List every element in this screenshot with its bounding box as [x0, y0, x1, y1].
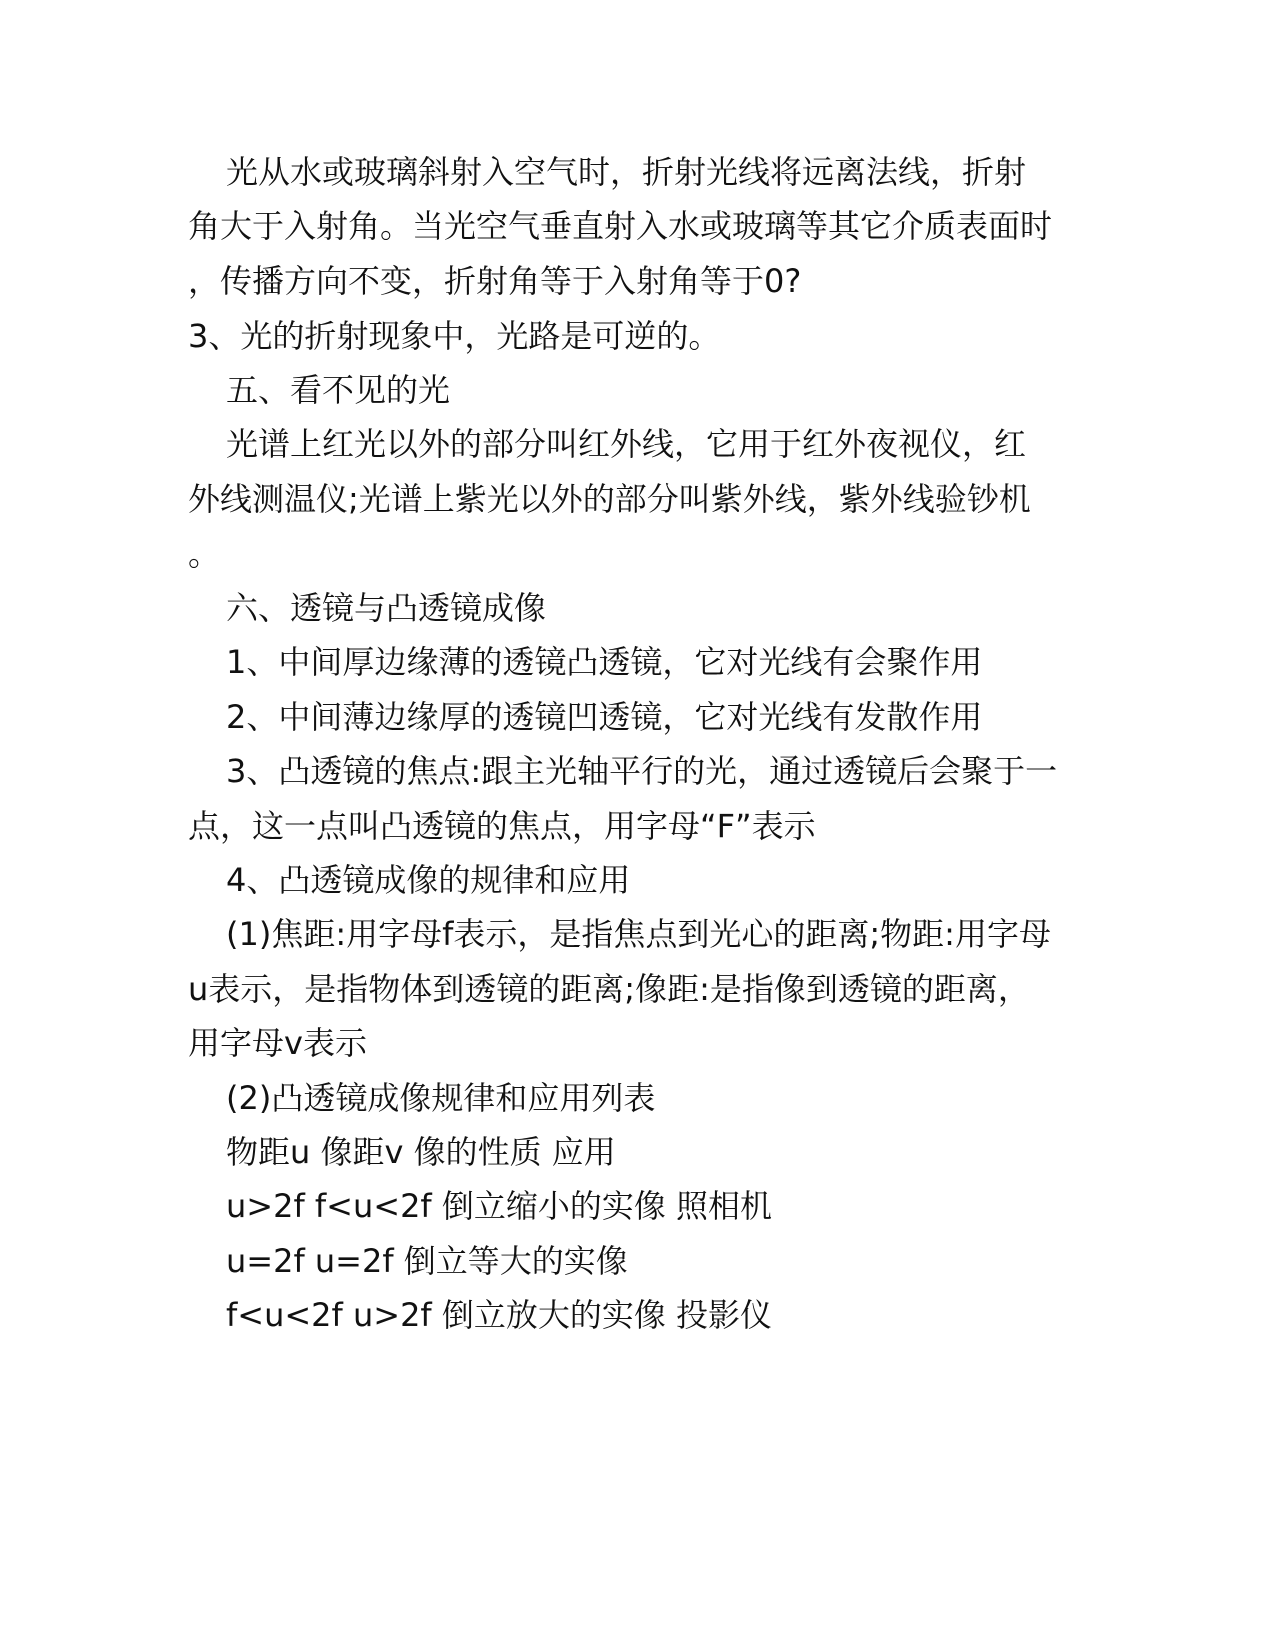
text-line: 点，这一点叫凸透镜的焦点，用字母“F”表示	[188, 807, 816, 845]
text-line: 4、凸透镜成像的规律和应用	[226, 861, 631, 899]
text-line: 3、光的折射现象中，光路是可逆的。	[188, 317, 721, 355]
text-line: 用字母v表示	[188, 1024, 367, 1062]
text-line: u表示，是指物体到透镜的距离;像距:是指像到透镜的距离，	[188, 970, 1030, 1008]
table-row: f<u<2f u>2f 倒立放大的实像 投影仪	[226, 1296, 773, 1334]
text-line: ，传播方向不变，折射角等于入射角等于0?	[188, 262, 802, 300]
text-line: 1、中间厚边缘薄的透镜凸透镜，它对光线有会聚作用	[226, 643, 983, 681]
text-line: (2)凸透镜成像规律和应用列表	[226, 1079, 656, 1117]
text-line: (1)焦距:用字母f表示，是指焦点到光心的距离;物距:用字母	[226, 915, 1051, 953]
text-line: 光谱上红光以外的部分叫红外线，它用于红外夜视仪，红	[226, 425, 1027, 463]
text-line: 3、凸透镜的焦点:跟主光轴平行的光，通过透镜后会聚于一	[226, 752, 1058, 790]
text-line: 2、中间薄边缘厚的透镜凹透镜，它对光线有发散作用	[226, 698, 983, 736]
section-heading: 六、透镜与凸透镜成像	[226, 589, 547, 627]
section-heading: 五、看不见的光	[226, 371, 451, 409]
text-line: 光从水或玻璃斜射入空气时，折射光线将远离法线，折射	[226, 153, 1027, 191]
text-line: 。	[188, 535, 221, 573]
table-row: u=2f u=2f 倒立等大的实像	[226, 1242, 628, 1280]
text-line: 外线测温仪;光谱上紫光以外的部分叫紫外线，紫外线验钞机	[188, 480, 1031, 518]
table-header-row: 物距u 像距v 像的性质 应用	[226, 1133, 616, 1171]
table-row: u>2f f<u<2f 倒立缩小的实像 照相机	[226, 1187, 773, 1225]
text-line: 角大于入射角。当光空气垂直射入水或玻璃等其它介质表面时	[188, 207, 1053, 245]
